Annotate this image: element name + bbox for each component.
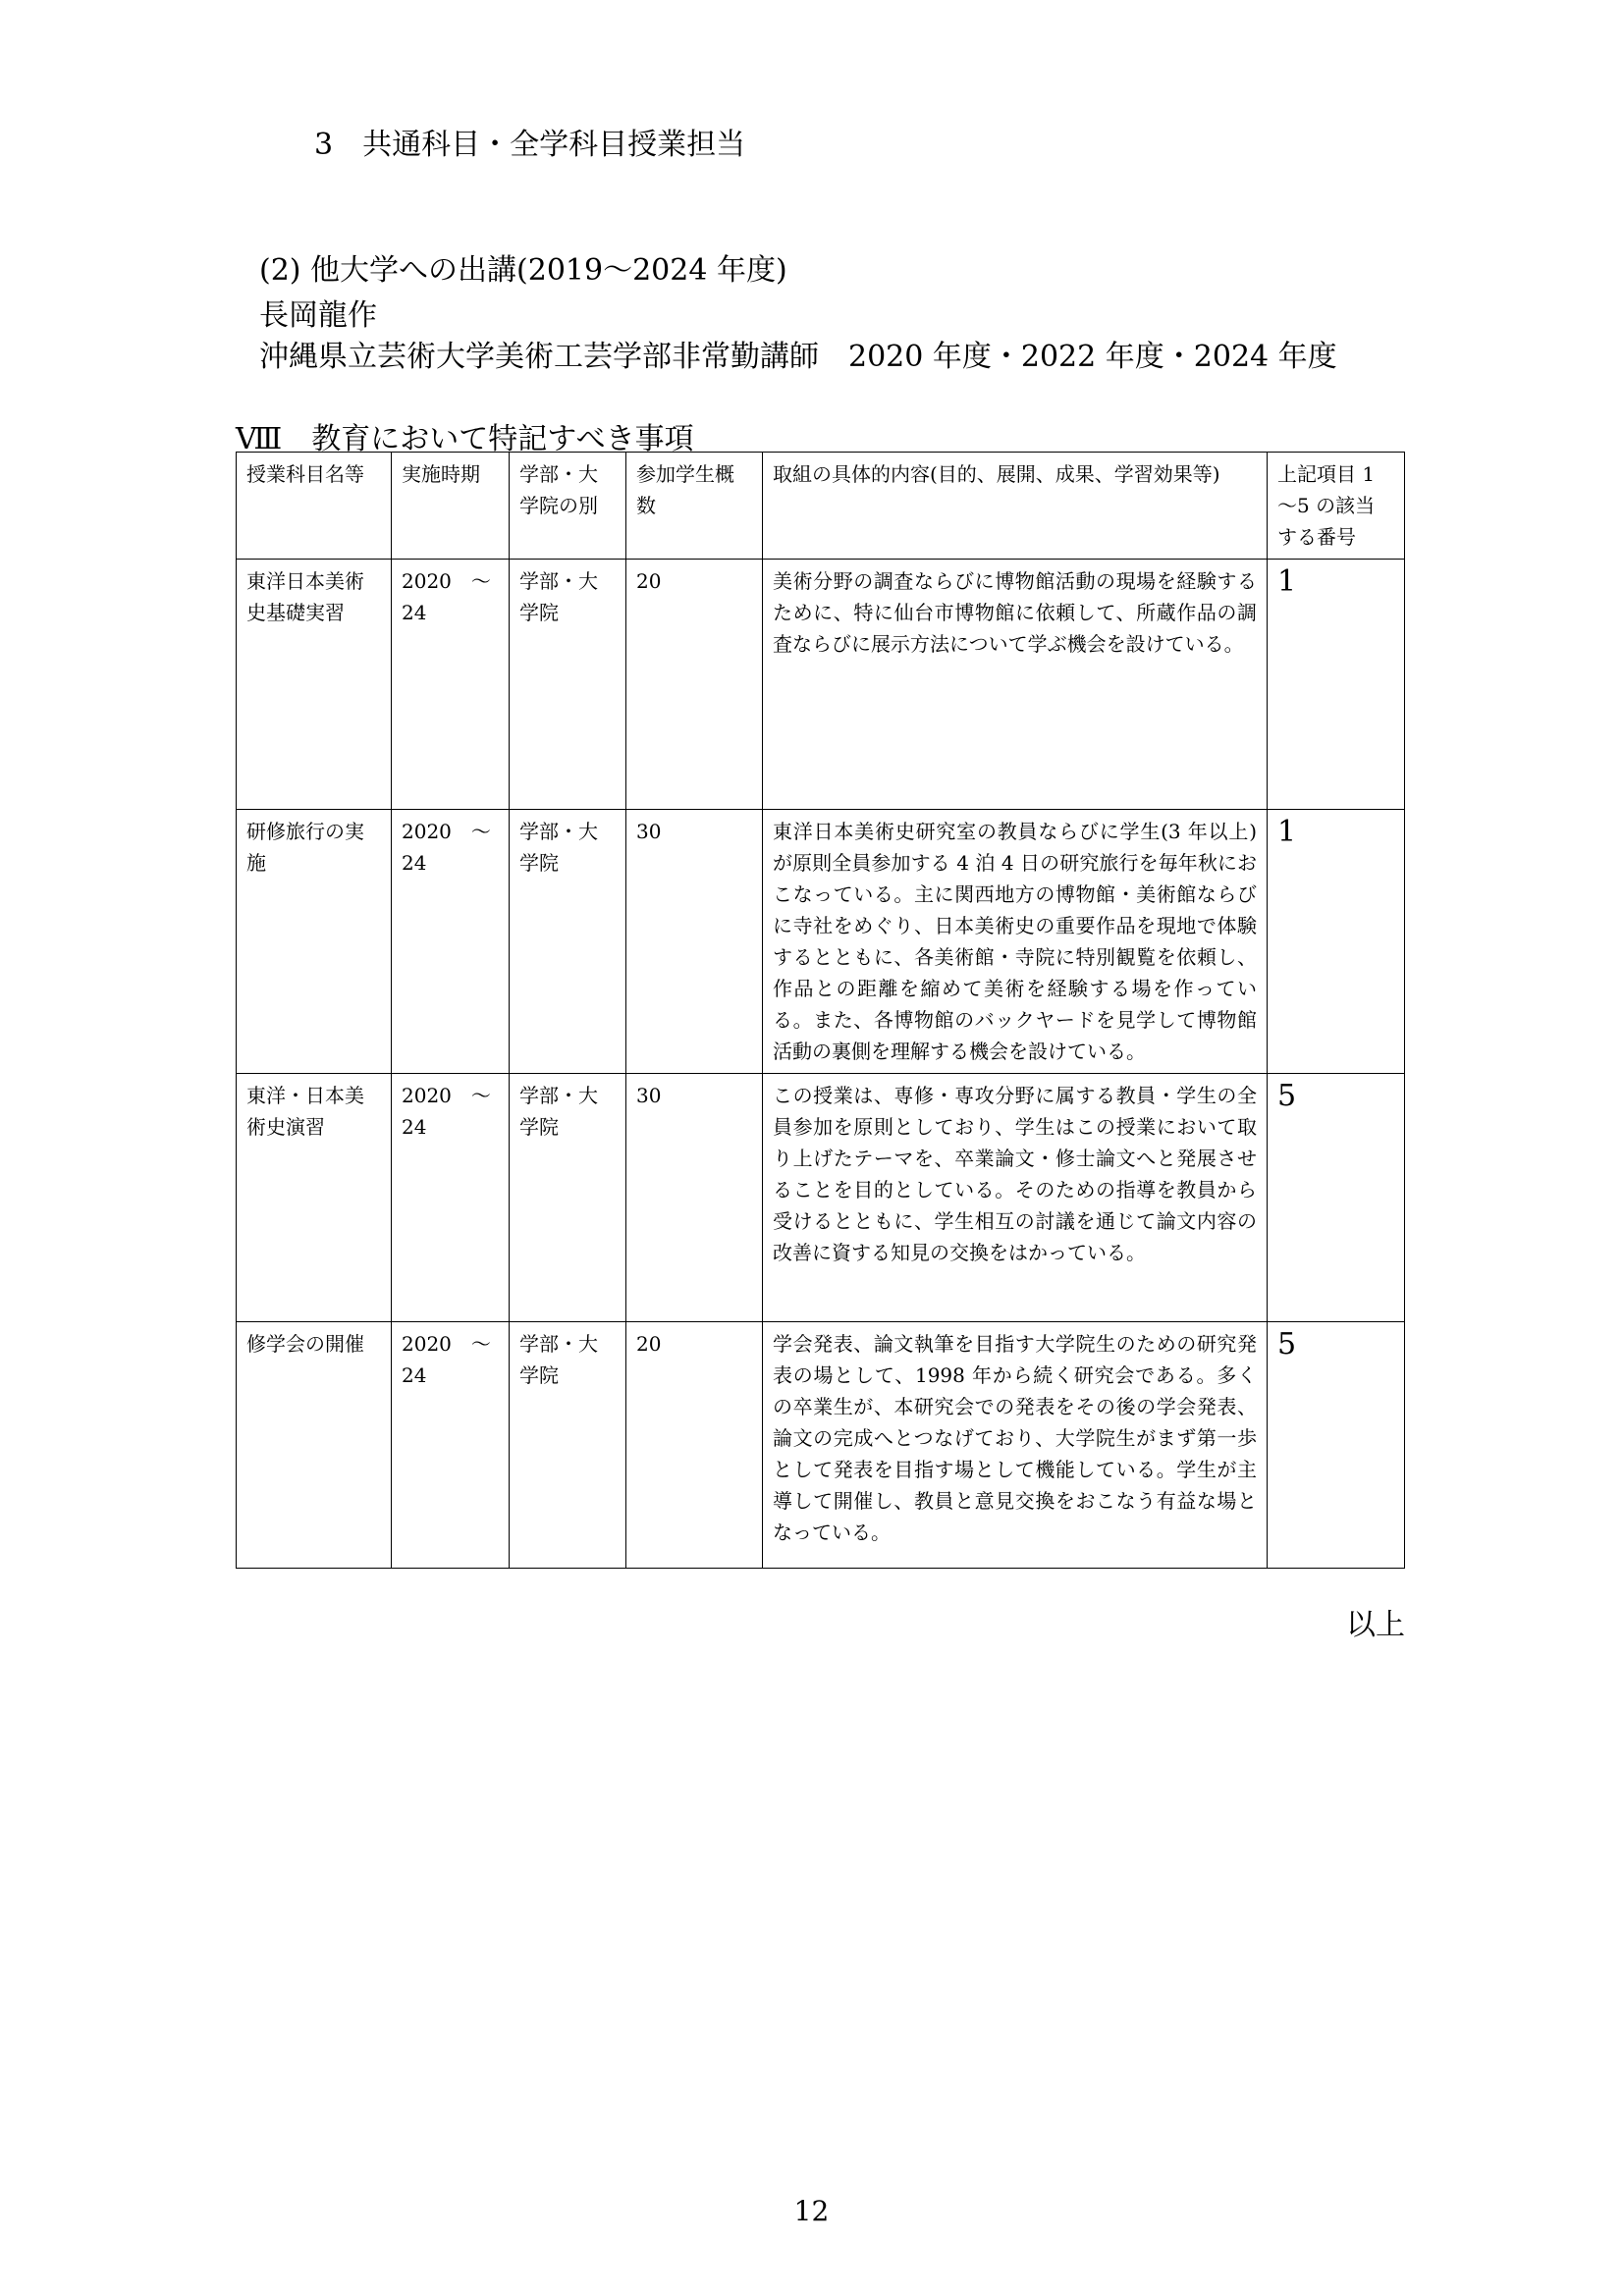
cell-division: 学部・大学院 [510,1322,626,1569]
cell-students: 20 [626,1322,763,1569]
cell-item: 5 [1268,1322,1405,1569]
cell-division: 学部・大学院 [510,810,626,1074]
cell-content: 東洋日本美術史研究室の教員ならびに学生(3 年以上)が原則全員参加する 4 泊 4 日の研究旅行を毎年秋におこなっている。主に関西地方の博物館・美術館ならびに寺社をめぐり、日本美術史の重要作品を現地で体験するとともに、各美術館・寺院に特別観覧を依頼し、作品との距離を縮めて美術を経験する場を作っている。また、各博物館のバックヤードを見学して博物館活動の裏側を理解する機会を設けている。 [763,810,1268,1074]
cell-subject: 修学会の開催 [237,1322,392,1569]
cell-period: 2020 ～24 [392,1074,510,1322]
table-row [237,1322,1405,1569]
page-number: 12 [793,2195,830,2227]
cell-subject: 研修旅行の実施 [237,810,392,1074]
common-subjects-heading: 3 共通科目・全学科目授業担当 [314,128,746,162]
cell-students: 30 [626,1074,763,1322]
lecturer-name: 長岡龍作 [259,298,377,333]
header-subject: 授業科目名等 [237,453,392,560]
table-row [237,1074,1405,1322]
cell-division: 学部・大学院 [510,560,626,810]
section-title: Ⅷ 教育において特記すべき事項 [236,422,694,456]
cell-division: 学部・大学院 [510,1074,626,1322]
cell-students: 20 [626,560,763,810]
cell-content: 美術分野の調査ならびに博物館活動の現場を経験するために、特に仙台市博物館に依頼して、所蔵作品の調査ならびに展示方法について学ぶ機会を設けている。 [763,560,1268,810]
cell-content: 学会発表、論文執筆を目指す大学院生のための研究発表の場として、1998 年から続く研究会である。多くの卒業生が、本研究会での発表をその後の学会発表、論文の完成へとつなげており、大学院生がまず第一歩として発表を目指す場として機能している。学生が主導して開催し、教員と意見交換をおこなう有益な場となっている。 [763,1322,1268,1569]
cell-subject: 東洋日本美術史基礎実習 [237,560,392,810]
table-row [237,810,1405,1074]
cell-period: 2020 ～24 [392,1322,510,1569]
cell-students: 30 [626,810,763,1074]
cell-item: 1 [1268,560,1405,810]
header-content: 取組の具体的内容(目的、展開、成果、学習効果等) [763,453,1268,560]
end-mark: 以上 [1346,1608,1405,1642]
education-table [236,452,1405,1569]
cell-item: 1 [1268,810,1405,1074]
header-division: 学部・大学院の別 [510,453,626,560]
cell-subject: 東洋・日本美術史演習 [237,1074,392,1322]
cell-item: 5 [1268,1074,1405,1322]
cell-period: 2020 ～24 [392,560,510,810]
cell-period: 2020 ～24 [392,810,510,1074]
lecture-detail: 沖縄県立芸術大学美術工芸学部非常勤講師 2020 年度・2022 年度・2024 年度 [259,340,1337,374]
header-students: 参加学生概数 [626,453,763,560]
table-header-row [237,453,1405,560]
header-item: 上記項目 1～5 の該当する番号 [1268,453,1405,560]
header-period: 実施時期 [392,453,510,560]
cell-content: この授業は、専修・専攻分野に属する教員・学生の全員参加を原則としており、学生はこの授業において取り上げたテーマを、卒業論文・修士論文へと発展させることを目的としている。そのための指導を教員から受けるとともに、学生相互の討議を通じて論文内容の改善に資する知見の交換をはかっている。 [763,1074,1268,1322]
other-university-heading: (2) 他大学への出講(2019～2024 年度) [259,253,787,288]
table-row [237,560,1405,810]
